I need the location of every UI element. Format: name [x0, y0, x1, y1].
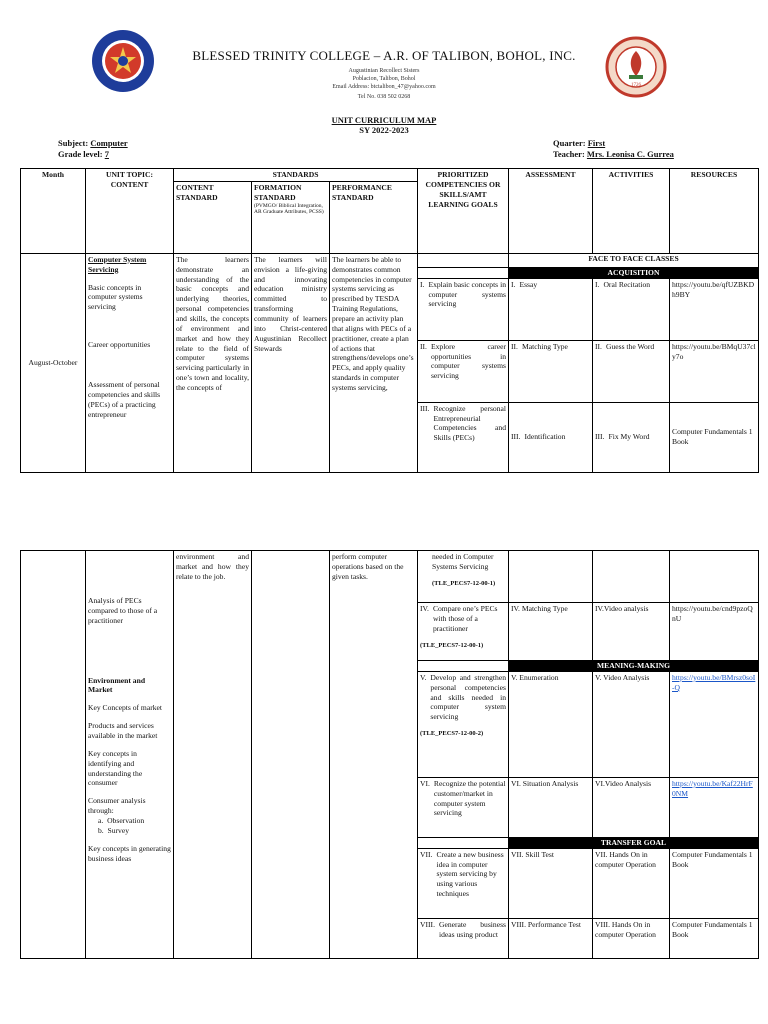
unit-env-item-1: Key Concepts of market: [88, 703, 163, 713]
content-standard-header: CONTENT STANDARD: [174, 181, 252, 253]
school-name: BLESSED TRINITY COLLEGE – A.R. OF TALIBON, BOHOL, INC.: [192, 48, 576, 63]
grade-line: [58, 149, 109, 159]
acquisition-bar: [509, 267, 759, 278]
activity-row-6: VI.Video Analysis: [593, 777, 670, 837]
month-cell: August-October: [21, 253, 86, 472]
unit-last: Key concepts in generating business ideas: [88, 843, 171, 863]
doc-title: UNIT CURRICULUM MAP: [331, 115, 437, 125]
col-standards-header: STANDARDS: [174, 169, 418, 182]
unit-item-2: Career opportunities: [88, 340, 151, 350]
formation-standard-cell: The learners will envision a life-giving and innovating education ministry committed to transforming community of learners into Christ-centered Augustinian Recollect Stewards: [252, 253, 330, 472]
unit-item-3: Assessment of personal competencies and skills (PECs) of a practicing entrepreneur: [88, 380, 161, 419]
unit-env-item-3: Key concepts in identifying and understanding the consumer: [88, 748, 143, 788]
competency-code-2: (TLE_PECS7-12-00-1): [420, 641, 484, 649]
resource-row-3: Computer Fundamentals 1 Book: [670, 402, 759, 472]
competency-code-1: (TLE_PECS7-12-00-1): [432, 579, 496, 587]
assessment-row-2: II. Matching Type: [509, 340, 593, 402]
grade-value: 7: [104, 149, 109, 159]
svg-text:1726: 1726: [631, 83, 641, 88]
competency-blank: [418, 253, 509, 267]
col-resources-header: RESOURCES: [670, 169, 759, 254]
meaning-making-bar: [509, 661, 759, 672]
unit-sub-1: a. Observation: [98, 816, 145, 826]
resource-link-6[interactable]: https://youtu.be/Kaf22HrF0NM: [672, 778, 753, 798]
unit-env-item-2: Products and services available in the market: [88, 721, 158, 741]
quarter-label: Quarter:: [553, 138, 586, 148]
month-cell-p2: [21, 551, 86, 959]
unit-env-item-4: Consumer analysis through:: [88, 796, 146, 816]
curriculum-table-page2: [20, 550, 759, 959]
assessment-row-6: VI. Situation Analysis: [509, 777, 593, 837]
teacher-value: Mrs. Leonisa C. Gurrea: [586, 149, 674, 159]
header-line-2: Poblacion, Talibon, Bohol: [352, 76, 416, 82]
competency-row-1: I. Explain basic concepts in computer systems servicing: [418, 278, 509, 340]
competency-blank-p2: [418, 661, 509, 672]
formation-standard-note: (PVMGO/ Biblical Integration, AR Graduate Attributes, PCSS): [254, 202, 324, 216]
quarter-value: First: [587, 138, 606, 148]
resource-row-7: Computer Fundamentals 1 Book: [670, 848, 759, 918]
subject-line: [58, 138, 128, 148]
curriculum-table-page1: [20, 168, 759, 473]
unit-env-title: Environment and Market: [88, 675, 146, 695]
unit-title: Computer System Servicing: [88, 254, 147, 274]
unit-analysis: Analysis of PECs compared to those of a practitioner: [88, 596, 158, 625]
assessment-row-4: IV. Matching Type: [509, 603, 593, 661]
competency-row-6: VI. Recognize the potential customer/market in computer system servicing: [418, 777, 509, 837]
activity-row-4: IV.Video analysis: [593, 603, 670, 661]
activity-row-3: III. Fix My Word: [593, 402, 670, 472]
resource-row-5[interactable]: [670, 671, 759, 777]
content-standard-cell: The learners demonstrate an understanding of the basic concepts and underlying theories, personal competencies and skills, the concepts of environment and market and how they relate to the field of computer systems servicing particularly in one’s town and locality, the concepts of: [174, 253, 252, 472]
school-year: SY 2022-2023: [359, 125, 409, 135]
competency-row-2: II. Explore career opportunities in computer systems servicing: [418, 340, 509, 402]
quarter-line: [553, 138, 605, 148]
competency-row-7: VII. Create a new business idea in computer system servicing by using various techniques: [418, 848, 509, 918]
unit-item-1: Basic concepts in computer systems servicing: [88, 282, 143, 312]
activity-row-2: II. Guess the Word: [593, 340, 670, 402]
transfer-goal-label: TRANSFER GOAL: [509, 838, 758, 848]
resource-row-1[interactable]: https://youtu.be/qfUZBKDh9BY: [670, 278, 759, 340]
header-email: Email Address: btctalibon_47@yahoo.com: [332, 84, 436, 90]
subject-label: Subject:: [58, 138, 89, 148]
meaning-making-label: MEANING-MAKING: [509, 661, 758, 671]
resource-row-2[interactable]: https://youtu.be/BMqU37cly7o: [670, 340, 759, 402]
unit-topic-cell-p2: [86, 551, 174, 959]
header-tel: Tel No. 038 502 0268: [357, 94, 411, 100]
unit-sub-2: b. Survey: [98, 825, 130, 835]
competency-row-8: VIII. Generate business ideas using product: [418, 918, 509, 958]
formation-standard-title: FORMATION STANDARD: [254, 182, 302, 202]
competency-blank-2: [418, 267, 509, 278]
col-activities-header: ACTIVITIES: [593, 169, 670, 254]
activity-row-1: I. Oral Recitation: [593, 278, 670, 340]
teacher-line: [553, 149, 674, 159]
face-to-face-bar: FACE TO FACE CLASSES: [509, 253, 759, 267]
performance-standard-header: PERFORMANCE STANDARD: [330, 181, 418, 253]
resource-link-5[interactable]: https://youtu.be/BMrsz0soI-Q: [672, 672, 756, 692]
competency-cont: needed in Computer Systems Servicing (TLE_PECS7-12-00-1): [418, 551, 509, 603]
col-month-header: Month: [21, 169, 86, 254]
content-standard-cell-p2: environment and market and how they relate to the job.: [174, 551, 252, 959]
grade-label: Grade level:: [58, 149, 103, 159]
resource-row-4[interactable]: https://youtu.be/cnd9pzoQnU: [670, 603, 759, 661]
assessment-row-8: VIII. Performance Test: [509, 918, 593, 958]
assessment-row-1: I. Essay: [509, 278, 593, 340]
resource-row-6[interactable]: [670, 777, 759, 837]
activity-row-8: VIII. Hands On in computer Operation: [593, 918, 670, 958]
performance-standard-cell-p2: perform computer operations based on the given tasks.: [330, 551, 418, 959]
unit-topic-cell: [86, 253, 174, 472]
transfer-goal-bar: [509, 837, 759, 848]
activity-row-7: VII. Hands On in computer Operation: [593, 848, 670, 918]
assessment-row-3: III. Identification: [509, 402, 593, 472]
acquisition-label: ACQUISITION: [509, 268, 758, 278]
assessment-row-5: V. Enumeration: [509, 671, 593, 777]
col-competencies-header: PRIORITIZED COMPETENCIES OR SKILLS/AMT LEARNING GOALS: [418, 169, 509, 254]
competency-row-4: IV. Compare one’s PECs with those of a practitioner (TLE_PECS7-12-00-1): [418, 603, 509, 661]
assessment-row-7: VII. Skill Test: [509, 848, 593, 918]
competency-blank-p2-2: [418, 837, 509, 848]
header-line-1: Augustinian Recollect Sisters: [348, 68, 420, 74]
assess-blank-p2: [509, 551, 593, 603]
formation-standard-header: [252, 181, 330, 253]
competency-row-3: III. Recognize personal Entrepreneurial Competencies and Skills (PECs): [418, 402, 509, 472]
col-assessment-header: ASSESSMENT: [509, 169, 593, 254]
subject-value: Computer: [90, 138, 128, 148]
activity-row-5: V. Video Analysis: [593, 671, 670, 777]
resource-row-8: Computer Fundamentals 1 Book: [670, 918, 759, 958]
performance-standard-cell: The learners be able to demonstrates common competencies in computer systems servicing as prescribed by TESDA Training Regulations, prepare an activity plan that aligns with PECs of a practitioner, create a plan of actions that strengthens/develops one’s PECs, and apply quality standards in computer systems servicing,: [330, 253, 418, 472]
col-unit-header: UNIT TOPIC: CONTENT: [86, 169, 174, 254]
competency-code-3: (TLE_PECS7-12-00-2): [420, 730, 484, 738]
resource-blank-p2: [670, 551, 759, 603]
teacher-label: Teacher:: [553, 149, 585, 159]
formation-standard-cell-p2: [252, 551, 330, 959]
activity-blank-p2: [593, 551, 670, 603]
competency-row-5: V. Develop and strengthen personal competencies and skills needed in computer system servicing (TLE_PECS7-12-00-2): [418, 671, 509, 777]
